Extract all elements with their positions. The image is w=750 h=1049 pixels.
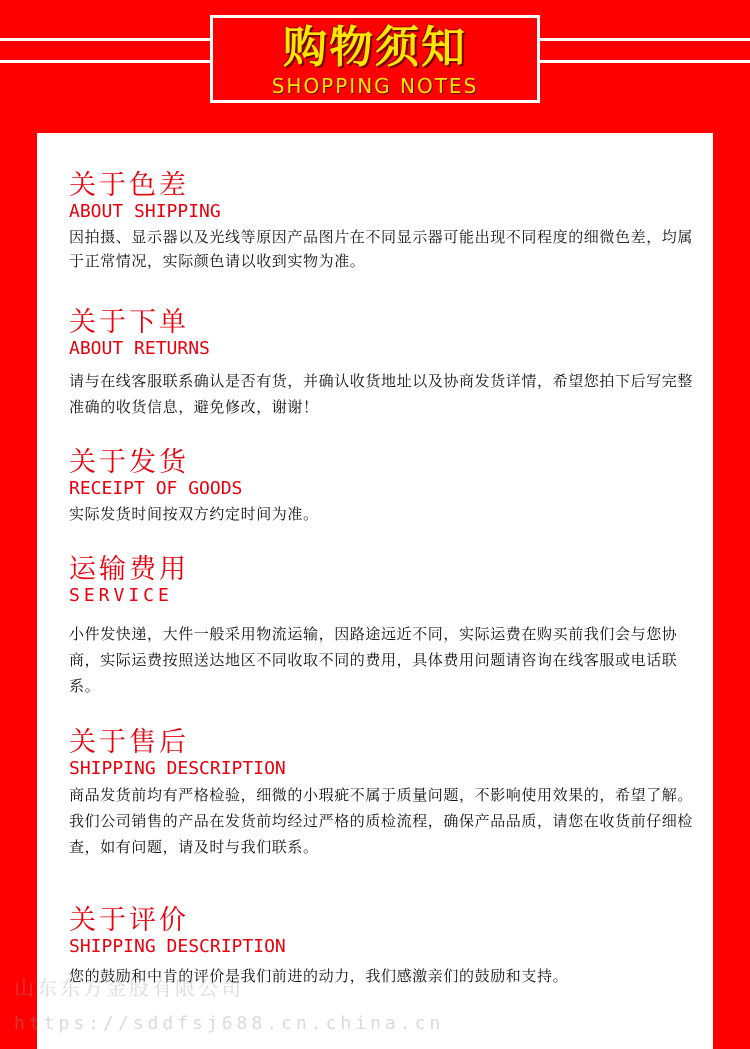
section-body: 小件发快递，大件一般采用物流运输，因路途远近不同，实际运费在购买前我们会与您协商，实际运费按照送达地区不同收取不同的费用，具体费用问题请咨询在线客服或电话联系。 bbox=[69, 625, 678, 695]
notes-panel bbox=[37, 133, 713, 1049]
section-body: 请与在线客服联系确认是否有货，并确认收货地址以及协商发货详情，希望您拍下后写完整准确的收货信息，避免修改，谢谢！ bbox=[69, 372, 694, 416]
section-after-sales bbox=[69, 728, 699, 860]
section-shipping-cost bbox=[69, 555, 699, 699]
watermark-company: 山东东方金股有限公司 bbox=[14, 976, 244, 1000]
section-title: 关于下单 bbox=[69, 307, 189, 338]
section-body: 实际发货时间按双方约定时间为准。 bbox=[69, 505, 319, 523]
section-title: 关于评价 bbox=[69, 905, 189, 936]
section-subtitle: SHIPPING DESCRIPTION bbox=[69, 936, 286, 957]
section-body: 因拍摄、显示器以及光线等原因产品图片在不同显示器可能出现不同程度的细微色差，均属于正常情况，实际颜色请以收到实物为准。 bbox=[69, 228, 694, 270]
section-shipping bbox=[69, 448, 699, 526]
section-subtitle: SERVICE bbox=[69, 585, 173, 606]
section-subtitle: SHIPPING DESCRIPTION bbox=[69, 758, 286, 779]
section-title: 关于发货 bbox=[69, 447, 189, 478]
section-subtitle: ABOUT RETURNS bbox=[69, 338, 210, 359]
page-title: 购物须知 bbox=[283, 22, 467, 73]
header-banner bbox=[210, 15, 540, 103]
page-subtitle: SHOPPING NOTES bbox=[271, 74, 479, 98]
section-subtitle: RECEIPT OF GOODS bbox=[69, 478, 243, 499]
section-body: 商品发货前均有严格检验，细微的小瑕疵不属于质量问题，不影响使用效果的，希望了解。我们公司销售的产品在发货前均经过严格的质检流程，确保产品品质，请您在收货前仔细检查，如有问题，请及时与我们联系。 bbox=[69, 786, 694, 856]
section-ordering bbox=[69, 308, 699, 420]
section-body: 您的鼓励和中肯的评价是我们前进的动力，我们感激亲们的鼓励和支持。 bbox=[69, 967, 569, 985]
section-color-difference bbox=[69, 171, 699, 273]
watermark-url: https://sddfsj688.cn.china.cn bbox=[14, 1013, 445, 1034]
section-title: 关于售后 bbox=[69, 727, 189, 758]
section-subtitle: ABOUT SHIPPING bbox=[69, 201, 221, 222]
section-title: 关于色差 bbox=[69, 170, 189, 201]
section-title: 运输费用 bbox=[69, 554, 189, 585]
